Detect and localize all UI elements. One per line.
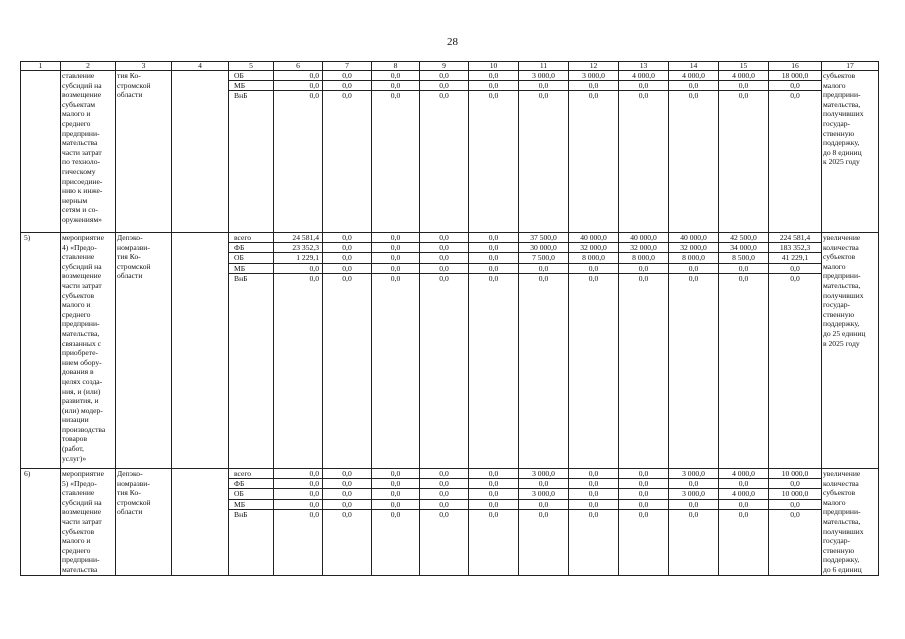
value-cell: 8 500,0 [719,253,768,263]
column-number-15: 15 [719,62,769,71]
funding-source: МБ [229,81,273,91]
value-cell: 0,0 [469,469,518,479]
expected-result: субъектов малого предприни- мательства, получивших государ- ственную поддержку, до 8 единиц к 2025 году [822,71,879,233]
value-cell: 0,0 [738,91,749,101]
value-column-16 [769,469,822,576]
value-cell: 0,0 [372,489,419,499]
funding-source: ОБ [229,489,273,499]
value-cell: 0,0 [538,509,549,519]
value-cell: 3 000,0 [569,71,618,81]
value-column-10 [469,469,519,576]
funding-source: ВнБ [234,509,248,519]
table-body [21,62,879,576]
value-cell: 0,0 [669,81,718,91]
value-cell: 0,0 [420,479,468,489]
value-column-11 [519,71,569,233]
funding-sources-cell [229,71,274,233]
table-row [21,233,879,469]
executor-name: Депэко- номразви- тия Ко- стромской области [116,469,172,576]
value-column-10 [469,71,519,233]
value-cell: 0,0 [719,479,768,489]
value-cell: 0,0 [372,253,419,263]
value-cell: 0,0 [420,81,468,91]
value-cell: 0,0 [619,469,668,479]
value-cell: 8 000,0 [669,253,718,263]
value-cell: 8 000,0 [619,253,668,263]
value-cell: 0,0 [420,500,468,510]
value-cell: 0,0 [390,509,401,519]
value-cell: 0,0 [488,273,499,283]
value-cell: 0,0 [372,264,419,274]
value-cell: 0,0 [569,479,618,489]
value-cell: 0,0 [469,71,518,81]
value-cell: 0,0 [372,233,419,243]
value-cell: 3 000,0 [669,469,718,479]
value-cell: 24 581,4 [274,233,322,243]
value-cell: 0,0 [790,509,800,519]
value-column-14 [669,233,719,469]
value-cell: 0,0 [619,81,668,91]
funding-source: МБ [229,264,273,274]
column-4-cell [172,469,229,576]
value-cell: 0,0 [469,81,518,91]
value-cell: 0,0 [469,500,518,510]
value-cell: 4 000,0 [719,489,768,499]
value-cell: 0,0 [342,273,352,283]
column-number-8: 8 [372,62,420,71]
column-number-5: 5 [229,62,274,71]
table-row [21,469,879,576]
value-cell: 32 000,0 [619,243,668,253]
value-cell: 0,0 [719,264,768,274]
value-cell: 0,0 [439,509,449,519]
value-cell: 0,0 [769,479,821,489]
value-column-8 [372,71,420,233]
row-number: 6) [21,469,61,576]
column-number-1: 1 [21,62,61,71]
value-column-9 [420,233,469,469]
value-cell: 0,0 [688,273,699,283]
funding-source: ФБ [229,243,273,253]
column-4-cell [172,233,229,469]
value-cell: 0,0 [309,509,319,519]
value-cell: 30 000,0 [519,243,568,253]
column-number-4: 4 [172,62,229,71]
value-cell: 0,0 [372,71,419,81]
page-number: 28 [447,36,458,48]
value-cell: 0,0 [688,91,699,101]
value-column-7 [323,71,372,233]
value-cell: 0,0 [439,91,449,101]
value-cell: 1 229,1 [274,253,322,263]
value-column-11 [519,233,569,469]
value-cell: 0,0 [519,479,568,489]
table-row [21,71,879,233]
value-cell: 40 000,0 [569,233,618,243]
value-column-13 [619,233,669,469]
expected-result: увеличение количества субъектов малого предприни- мательства, получивших государ- ственную поддержку, до 25 единиц в 2025 году [822,233,879,469]
value-cell: 0,0 [488,509,499,519]
column-number-6: 6 [274,62,323,71]
value-cell: 4 000,0 [719,71,768,81]
value-cell: 0,0 [274,81,322,91]
measure-name: ставление субсидий на возмещение субъектам малого и среднего предприни- мательства части затрат по техноло- гическому присоедине- нию к инже- нерным сетям и со- оружениям» [61,71,116,233]
value-cell: 0,0 [538,91,549,101]
value-cell: 0,0 [420,243,468,253]
value-cell: 0,0 [469,489,518,499]
value-cell: 0,0 [390,91,401,101]
value-cell: 0,0 [569,469,618,479]
value-cell: 0,0 [738,273,749,283]
value-cell: 0,0 [619,500,668,510]
value-cell: 0,0 [588,273,599,283]
value-cell: 0,0 [323,253,371,263]
value-cell: 0,0 [372,500,419,510]
value-cell: 0,0 [569,264,618,274]
value-cell: 0,0 [538,273,549,283]
value-cell: 0,0 [569,500,618,510]
column-number-row [21,62,879,71]
value-column-6 [274,233,323,469]
value-cell: 224 581,4 [769,233,821,243]
value-cell: 0,0 [619,479,668,489]
value-cell: 0,0 [372,469,419,479]
value-column-16 [769,233,822,469]
value-cell: 8 000,0 [569,253,618,263]
column-number-16: 16 [769,62,822,71]
value-cell: 0,0 [638,91,649,101]
value-cell: 0,0 [519,500,568,510]
value-cell: 0,0 [420,469,468,479]
value-cell: 40 000,0 [669,233,718,243]
value-column-13 [619,71,669,233]
value-cell: 0,0 [274,500,322,510]
value-cell: 0,0 [569,81,618,91]
value-cell: 0,0 [323,489,371,499]
value-cell: 0,0 [769,81,821,91]
value-column-6 [274,469,323,576]
value-cell: 0,0 [342,91,352,101]
value-cell: 0,0 [619,489,668,499]
value-cell: 0,0 [420,253,468,263]
value-cell: 0,0 [738,509,749,519]
value-cell: 0,0 [323,81,371,91]
value-cell: 0,0 [469,243,518,253]
value-column-7 [323,469,372,576]
value-cell: 0,0 [769,500,821,510]
value-cell: 37 500,0 [519,233,568,243]
value-cell: 0,0 [323,500,371,510]
expected-result: увеличение количества субъектов малого предприни- мательства, получивших государ- ственную поддержку, до 6 единиц [822,469,879,576]
value-cell: 0,0 [323,243,371,253]
value-cell: 0,0 [372,243,419,253]
value-cell: 0,0 [390,273,401,283]
value-column-12 [569,233,619,469]
value-cell: 0,0 [769,264,821,274]
value-column-12 [569,71,619,233]
value-cell: 0,0 [469,233,518,243]
value-column-13 [619,469,669,576]
value-cell: 0,0 [469,253,518,263]
value-cell: 0,0 [638,509,649,519]
funding-sources-cell [229,469,274,576]
value-column-15 [719,469,769,576]
value-cell: 0,0 [519,264,568,274]
value-cell: 40 000,0 [619,233,668,243]
column-number-9: 9 [420,62,469,71]
column-number-11: 11 [519,62,569,71]
value-cell: 0,0 [323,233,371,243]
value-cell: 3 000,0 [669,489,718,499]
value-column-11 [519,469,569,576]
column-number-12: 12 [569,62,619,71]
value-cell: 0,0 [309,273,319,283]
value-cell: 0,0 [588,509,599,519]
value-cell: 3 000,0 [519,71,568,81]
value-cell: 0,0 [323,479,371,489]
value-cell: 0,0 [719,500,768,510]
value-cell: 0,0 [274,264,322,274]
value-cell: 0,0 [323,264,371,274]
row-number: 5) [21,233,61,469]
value-cell: 23 352,3 [274,243,322,253]
value-column-7 [323,233,372,469]
funding-source: ВнБ [234,91,248,101]
value-cell: 183 352,3 [769,243,821,253]
value-cell: 0,0 [519,81,568,91]
value-column-16 [769,71,822,233]
value-cell: 0,0 [372,81,419,91]
value-cell: 0,0 [323,469,371,479]
value-cell: 10 000,0 [769,469,821,479]
value-cell: 10 000,0 [769,489,821,499]
value-cell: 18 000,0 [769,71,821,81]
funding-source: ОБ [229,253,273,263]
value-cell: 0,0 [669,479,718,489]
column-number-3: 3 [116,62,172,71]
column-number-10: 10 [469,62,519,71]
value-column-14 [669,71,719,233]
value-cell: 32 000,0 [569,243,618,253]
value-column-15 [719,71,769,233]
value-cell: 0,0 [688,509,699,519]
value-column-8 [372,233,420,469]
value-column-15 [719,233,769,469]
row-number [21,71,61,233]
value-cell: 3 000,0 [519,469,568,479]
value-cell: 0,0 [469,264,518,274]
column-number-17: 17 [822,62,879,71]
value-cell: 4 000,0 [619,71,668,81]
funding-sources-cell [229,233,274,469]
value-cell: 0,0 [469,479,518,489]
measure-name: мероприятие 5) «Предо- ставление субсидий на возмещение части затрат субъектов малого и среднего предприни- мательства [61,469,116,576]
value-cell: 4 000,0 [719,469,768,479]
program-table [20,61,879,576]
column-number-14: 14 [669,62,719,71]
funding-source: всего [229,233,273,243]
value-column-14 [669,469,719,576]
value-column-12 [569,469,619,576]
value-cell: 7 500,0 [519,253,568,263]
value-cell: 0,0 [669,500,718,510]
value-column-10 [469,233,519,469]
value-cell: 0,0 [274,469,322,479]
value-cell: 0,0 [309,91,319,101]
column-number-13: 13 [619,62,669,71]
value-cell: 0,0 [669,264,718,274]
value-cell: 42 500,0 [719,233,768,243]
funding-source: ОБ [229,71,273,81]
value-cell: 0,0 [619,264,668,274]
column-number-2: 2 [61,62,116,71]
value-cell: 0,0 [719,81,768,91]
value-cell: 0,0 [439,273,449,283]
value-cell: 3 000,0 [519,489,568,499]
value-cell: 0,0 [790,91,800,101]
value-cell: 41 229,1 [769,253,821,263]
value-cell: 0,0 [274,489,322,499]
value-cell: 0,0 [638,273,649,283]
value-cell: 0,0 [420,233,468,243]
value-column-8 [372,469,420,576]
value-column-6 [274,71,323,233]
column-number-7: 7 [323,62,372,71]
funding-source: ФБ [229,479,273,489]
value-column-9 [420,71,469,233]
value-cell: 0,0 [488,91,499,101]
funding-source: МБ [229,500,273,510]
value-cell: 0,0 [372,479,419,489]
value-cell: 0,0 [569,489,618,499]
funding-source: всего [229,469,273,479]
value-cell: 0,0 [274,71,322,81]
funding-source: ВнБ [234,273,248,283]
value-cell: 34 000,0 [719,243,768,253]
value-cell: 0,0 [323,71,371,81]
value-cell: 0,0 [420,264,468,274]
value-cell: 32 000,0 [669,243,718,253]
value-cell: 4 000,0 [669,71,718,81]
executor-name: тия Ко- стромской области [116,71,172,233]
value-cell: 0,0 [420,489,468,499]
value-cell: 0,0 [342,509,352,519]
value-cell: 0,0 [588,91,599,101]
value-column-9 [420,469,469,576]
value-cell: 0,0 [790,273,800,283]
measure-name: мероприятие 4) «Предо- ставление субсидий на возмещение части затрат субъектов малого и среднего предприни- мательства, связанных с приобрете- нием обору- дования в целях созда- ния, и (или) развития, и (или) модер- низации производства товаров (работ, услуг)» [61,233,116,469]
value-cell: 0,0 [274,479,322,489]
value-cell: 0,0 [420,71,468,81]
executor-name: Депэко- номразви- тия Ко- стромской области [116,233,172,469]
column-4-cell [172,71,229,233]
